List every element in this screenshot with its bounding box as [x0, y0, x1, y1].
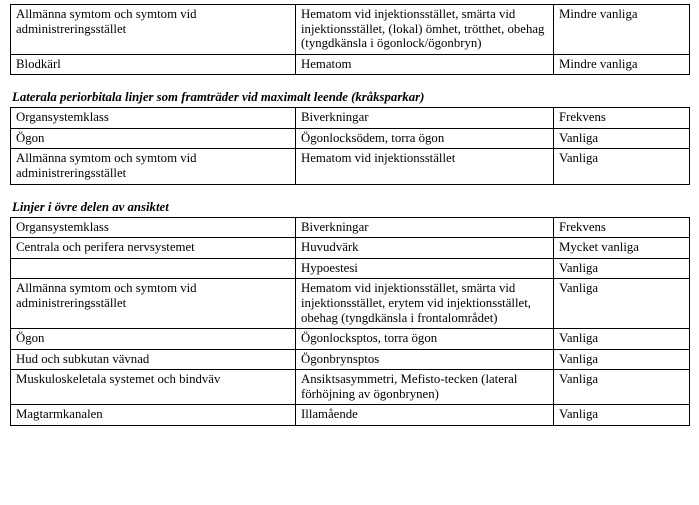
table-row [11, 405, 690, 426]
table-header-row [11, 108, 690, 129]
table-cell-organ-class: Allmänna symtom och symtom vid administreringsstället [11, 279, 296, 329]
table-cell-adverse-reaction: Hematom vid injektionsstället, smärta vid injektionsstället, erytem vid injektionsstället, obehag (tyngdkänsla i frontalområdet) [296, 279, 554, 329]
adverse-reactions-table-continued [10, 4, 690, 75]
table-cell-organ-class: Allmänna symtom och symtom vid administreringsstället [11, 5, 296, 55]
table-cell-organ-class: Muskuloskeletala systemet och bindväv [11, 370, 296, 405]
table-row [11, 370, 690, 405]
adverse-reactions-table-lateral-periorbital [10, 107, 690, 184]
section-spacer [10, 185, 691, 200]
column-header-frequency: Frekvens [554, 108, 690, 129]
section-spacer [10, 75, 691, 90]
table-cell-frequency: Vanliga [554, 370, 690, 405]
section-heading-upper-face-lines: Linjer i övre delen av ansiktet [12, 199, 169, 214]
column-header-organ-class: Organsystemklass [11, 108, 296, 129]
table-cell-organ-class: Centrala och perifera nervsystemet [11, 238, 296, 259]
table-cell-frequency: Vanliga [554, 258, 690, 279]
column-header-adverse-reactions: Biverkningar [296, 108, 554, 129]
table-cell-organ-class: Ögon [11, 329, 296, 350]
table-cell-adverse-reaction: Illamående [296, 405, 554, 426]
table-cell-adverse-reaction: Hematom vid injektionsstället [296, 149, 554, 184]
table-cell-organ-class: Magtarmkanalen [11, 405, 296, 426]
column-header-adverse-reactions: Biverkningar [296, 217, 554, 238]
table-cell-frequency: Mindre vanliga [554, 5, 690, 55]
table-cell-frequency: Vanliga [554, 128, 690, 149]
table-cell-frequency: Vanliga [554, 405, 690, 426]
table-cell-organ-class [11, 258, 296, 279]
table-cell-adverse-reaction: Ögonbrynsptos [296, 349, 554, 370]
table-cell-adverse-reaction: Hypoestesi [296, 258, 554, 279]
table-row [11, 349, 690, 370]
table-cell-frequency: Mycket vanliga [554, 238, 690, 259]
table-cell-adverse-reaction: Ögonlocksptos, torra ögon [296, 329, 554, 350]
table-cell-adverse-reaction: Ögonlocksödem, torra ögon [296, 128, 554, 149]
table-row [11, 128, 690, 149]
table-cell-frequency: Vanliga [554, 329, 690, 350]
table-header-row [11, 217, 690, 238]
table-row [11, 279, 690, 329]
section-heading-lateral-periorbital: Laterala periorbitala linjer som framträder vid maximalt leende (kråksparkar) [12, 90, 425, 105]
table-row [11, 54, 690, 75]
table-cell-organ-class: Ögon [11, 128, 296, 149]
table-cell-frequency: Vanliga [554, 149, 690, 184]
table-cell-adverse-reaction: Hematom [296, 54, 554, 75]
table-row [11, 329, 690, 350]
table-cell-adverse-reaction: Hematom vid injektionsstället, smärta vid injektionsstället, (lokal) ömhet, trötthet, obehag (tyngdkänsla i ögonlock/ögonbryn) [296, 5, 554, 55]
table-cell-frequency: Vanliga [554, 349, 690, 370]
table-row [11, 238, 690, 259]
table-cell-organ-class: Hud och subkutan vävnad [11, 349, 296, 370]
table-cell-organ-class: Blodkärl [11, 54, 296, 75]
column-header-organ-class: Organsystemklass [11, 217, 296, 238]
column-header-frequency: Frekvens [554, 217, 690, 238]
table-cell-organ-class: Allmänna symtom och symtom vid administreringsstället [11, 149, 296, 184]
table-cell-adverse-reaction: Huvudvärk [296, 238, 554, 259]
table-row [11, 149, 690, 184]
table-row [11, 5, 690, 55]
table-cell-frequency: Vanliga [554, 279, 690, 329]
adverse-reactions-table-upper-face-lines [10, 217, 690, 426]
table-cell-adverse-reaction: Ansiktsasymmetri, Mefisto-tecken (lateral förhöjning av ögonbrynen) [296, 370, 554, 405]
table-row [11, 258, 690, 279]
table-cell-frequency: Mindre vanliga [554, 54, 690, 75]
